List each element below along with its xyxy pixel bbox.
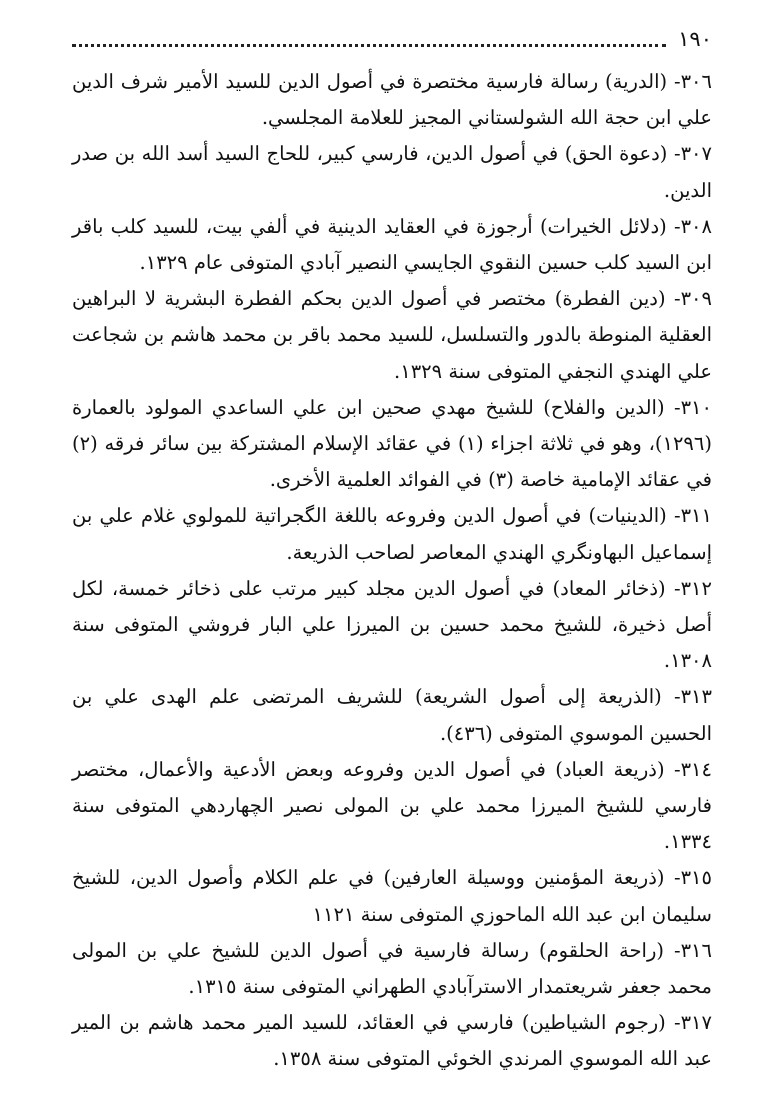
entry-314: ٣١٤- (ذريعة العباد) في أصول الدين وفروعه وبعض الأدعية والأعمال، مختصر فارسي للشيخ الميرزا محمد علي بن المولى نصير الچهاردهي المتوفى سنة ١٣٣٤. <box>72 757 712 854</box>
entry-313: ٣١٣- (الذريعة إلى أصول الشريعة) للشريف المرتضى علم الهدى علي بن الحسين الموسوي المتوفى (٤٣٦). <box>72 685 712 745</box>
dotted-header-rule <box>72 44 666 47</box>
page-number: ١٩٠ <box>678 27 712 51</box>
page-header <box>72 22 712 56</box>
entry-list <box>72 64 712 1078</box>
entry-316: ٣١٦- (راحة الحلقوم) رسالة فارسية في أصول الدين للشيخ علي بن المولى محمد جعفر شريعتمدار الاسترآبادي الطهراني المتوفى سنة ١٣١٥. <box>72 938 712 999</box>
entry-307: ٣٠٧- (دعوة الحق) في أصول الدين، فارسي كبير، للحاج السيد أسد الله بن صدر الدين. <box>72 142 712 202</box>
entry-312: ٣١٢- (ذخائر المعاد) في أصول الدين مجلد كبير مرتب على ذخائر خمسة، لكل أصل ذخيرة، للشيخ محمد حسين بن الميرزا علي البار فروشي المتوفى سنة ١٣٠٨. <box>72 576 712 673</box>
entry-310: ٣١٠- (الدين والفلاح) للشيخ مهدي صحين ابن علي الساعدي المولود بالعمارة (١٢٩٦)، وهو في ثلاثة اجزاء (١) في عقائد الإسلام المشتركة بين سائر فرقه (٢) في عقائد الإمامية خاصة (٣) في الفوائد العلمية الأخرى. <box>72 395 712 492</box>
entry-311: ٣١١- (الدينيات) في أصول الدين وفروعه باللغة الگجراتية للمولوي غلام علي بن إسماعيل البهاونگري الهندي المعاصر لصاحب الذريعة. <box>72 504 712 564</box>
entry-317: ٣١٧- (رجوم الشياطين) فارسي في العقائد، للسيد المير محمد هاشم بن المير عبد الله الموسوي المرندي الخوئي المتوفى سنة ١٣٥٨. <box>72 1011 712 1071</box>
entry-308: ٣٠٨- (دلائل الخيرات) أرجوزة في العقايد الدينية في ألفي بيت، للسيد كلب باقر ابن السيد كلب حسين النقوي الجايسي النصير آبادي المتوفى عام ١٣٢٩. <box>72 214 712 275</box>
entry-315: ٣١٥- (ذريعة المؤمنين ووسيلة العارفين) في علم الكلام وأصول الدين، للشيخ سليمان ابن عبد الله الماحوزي المتوفى سنة ١١٢١ <box>72 866 712 926</box>
entry-309: ٣٠٩- (دين الفطرة) مختصر في أصول الدين بحكم الفطرة البشرية لا البراهين العقلية المنوطة بالدور والتسلسل، للسيد محمد باقر بن محمد هاشم بن شجاعت علي الهندي النجفي المتوفى سنة ١٣٢٩. <box>72 287 712 383</box>
book-page <box>72 22 712 1078</box>
entry-306: ٣٠٦- (الدرية) رسالة فارسية مختصرة في أصول الدين للسيد الأمير شرف الدين علي ابن حجة الله الشولستاني المجيز للعلامة المجلسي. <box>72 70 712 130</box>
